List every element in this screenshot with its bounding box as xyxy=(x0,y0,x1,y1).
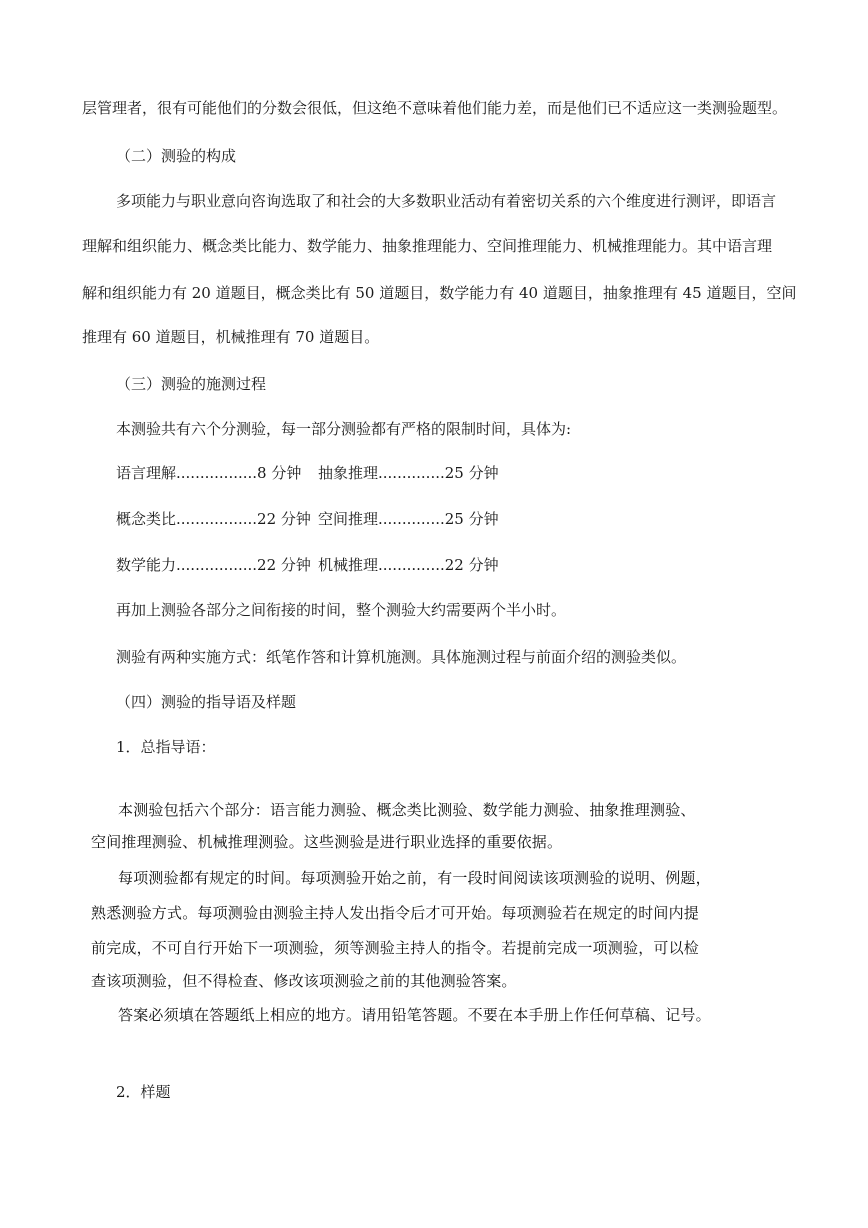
time-item: 数学能力.................22 分钟 xyxy=(116,556,311,574)
instruction-line: 前完成，不可自行开始下一项测验，须等测验主持人的指令。若提前完成一项测验，可以检 xyxy=(91,939,700,957)
time-item: 空间推理..............25 分钟 xyxy=(318,510,499,528)
instruction-line: 答案必须填在答题纸上相应的地方。请用铅笔答题。不要在本手册上作任何草稿、记号。 xyxy=(118,1006,711,1024)
time-item: 机械推理..............22 分钟 xyxy=(318,556,499,574)
instruction-line: 每项测验都有规定的时间。每项测验开始之前，有一段时间阅读该项测验的说明、例题， xyxy=(118,869,711,887)
procedure-intro: 本测验共有六个分测验，每一部分测验都有严格的限制时间，具体为: xyxy=(116,420,572,438)
composition-paragraph-line: 理解和组织能力、概念类比能力、数学能力、抽象推理能力、空间推理能力、机械推理能力。其中语言理 xyxy=(82,237,773,255)
time-item: 语言理解.................8 分钟 xyxy=(116,464,302,482)
instruction-line: 查该项测验，但不得检查、修改该项测验之前的其他测验答案。 xyxy=(91,972,517,990)
time-item: 抽象推理..............25 分钟 xyxy=(318,464,499,482)
item-general-instructions: 1．总指导语： xyxy=(116,738,216,756)
instruction-line: 空间推理测验、机械推理测验。这些测验是进行职业选择的重要依据。 xyxy=(91,833,563,851)
composition-paragraph-line: 解和组织能力有 20 道题目，概念类比有 50 道题目，数学能力有 40 道题目，抽象推理有 45 道题目，空间 xyxy=(82,284,797,302)
time-item: 概念类比.................22 分钟 xyxy=(116,510,311,528)
paragraph-continuation: 层管理者，很有可能他们的分数会很低，但这绝不意味着他们能力差，而是他们已不适应这一类测验题型。 xyxy=(82,99,788,117)
item-sample-questions: 2．样题 xyxy=(116,1083,171,1101)
section-heading-instructions: （四）测验的指导语及样题 xyxy=(116,693,297,711)
composition-paragraph-line: 多项能力与职业意向咨询选取了和社会的大多数职业活动有着密切关系的六个维度进行测评，即语言 xyxy=(116,192,777,210)
time-row xyxy=(116,555,499,575)
procedure-note: 测验有两种实施方式：纸笔作答和计算机施测。具体施测过程与前面介绍的测验类似。 xyxy=(116,648,687,666)
time-row xyxy=(116,509,499,529)
time-row xyxy=(116,463,499,483)
section-heading-procedure: （三）测验的施测过程 xyxy=(116,375,267,393)
instruction-line: 熟悉测验方式。每项测验由测验主持人发出指令后才可开始。每项测验若在规定的时间内提 xyxy=(91,904,700,922)
composition-paragraph-line: 推理有 60 道题目，机械推理有 70 道题目。 xyxy=(82,328,380,346)
section-heading-composition: （二）测验的构成 xyxy=(116,147,237,165)
procedure-note: 再加上测验各部分之间衔接的时间，整个测验大约需要两个半小时。 xyxy=(116,601,567,619)
instruction-line: 本测验包括六个部分：语言能力测验、概念类比测验、数学能力测验、抽象推理测验、 xyxy=(118,801,696,819)
